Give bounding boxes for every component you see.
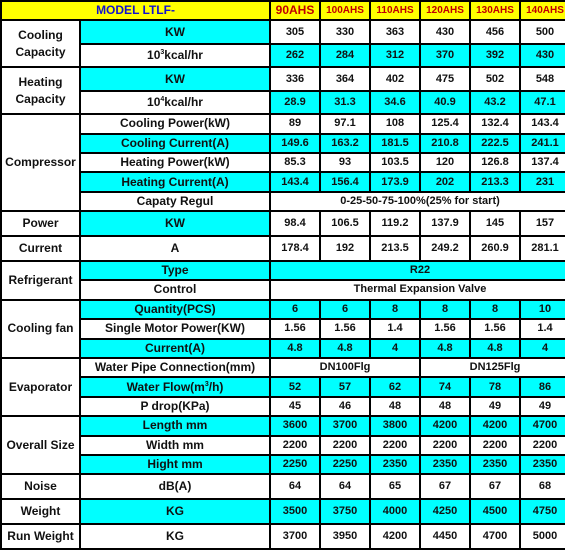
value-cell: 6 bbox=[321, 301, 369, 318]
value-cell: 1.56 bbox=[421, 320, 469, 337]
value-cell: 430 bbox=[521, 45, 565, 66]
value-cell: 502 bbox=[471, 68, 519, 89]
param-label: Hight mm bbox=[81, 456, 269, 473]
value-cell: 260.9 bbox=[471, 237, 519, 260]
value-cell: 392 bbox=[471, 45, 519, 66]
value-cell: 98.4 bbox=[271, 212, 319, 235]
table-row bbox=[2, 340, 565, 357]
value-cell: 46 bbox=[321, 398, 369, 415]
value-cell: 137.4 bbox=[521, 154, 565, 171]
param-label: Single Motor Power(KW) bbox=[81, 320, 269, 337]
table-row bbox=[2, 154, 565, 171]
value-cell: 48 bbox=[371, 398, 419, 415]
value-cell: 2200 bbox=[471, 437, 519, 454]
value-cell: 40.9 bbox=[421, 92, 469, 113]
value-cell: 213.3 bbox=[471, 173, 519, 190]
table-row bbox=[2, 417, 565, 434]
value-cell: 132.4 bbox=[471, 115, 519, 132]
table-row bbox=[2, 320, 565, 337]
value-cell: 3800 bbox=[371, 417, 419, 434]
value-cell: 2200 bbox=[271, 437, 319, 454]
group-label-power: Power bbox=[2, 212, 79, 235]
value-cell: 548 bbox=[521, 68, 565, 89]
value-cell: 4000 bbox=[371, 500, 419, 523]
value-cell: 97.1 bbox=[321, 115, 369, 132]
value-cell: 1.4 bbox=[521, 320, 565, 337]
value-cell: 64 bbox=[271, 475, 319, 498]
value-cell: 143.4 bbox=[521, 115, 565, 132]
param-label bbox=[81, 378, 269, 395]
table-row bbox=[2, 45, 565, 66]
value-cell: 5000 bbox=[521, 525, 565, 548]
value-cell: 64 bbox=[321, 475, 369, 498]
value-cell: 31.3 bbox=[321, 92, 369, 113]
value-cell: 85.3 bbox=[271, 154, 319, 171]
group-label-refrigerant: Refrigerant bbox=[2, 262, 79, 299]
model-column-header: 90AHS bbox=[271, 2, 319, 19]
model-label: MODEL LTLF- bbox=[2, 2, 269, 19]
value-cell: 125.4 bbox=[421, 115, 469, 132]
param-label: P drop(KPa) bbox=[81, 398, 269, 415]
table-row bbox=[2, 281, 565, 298]
value-cell: 456 bbox=[471, 21, 519, 42]
table-row bbox=[2, 21, 565, 42]
value-cell: 402 bbox=[371, 68, 419, 89]
table-row bbox=[2, 378, 565, 395]
value-cell-span: Thermal Expansion Valve bbox=[271, 281, 565, 298]
param-label: Capaty Regul bbox=[81, 193, 269, 210]
param-label: KG bbox=[81, 500, 269, 523]
value-cell: 2200 bbox=[421, 437, 469, 454]
value-cell: 4 bbox=[371, 340, 419, 357]
value-cell: 178.4 bbox=[271, 237, 319, 260]
table-row bbox=[2, 262, 565, 279]
value-cell: 43.2 bbox=[471, 92, 519, 113]
value-cell: 3950 bbox=[321, 525, 369, 548]
value-cell: 163.2 bbox=[321, 135, 369, 152]
value-cell: 363 bbox=[371, 21, 419, 42]
value-cell: 222.5 bbox=[471, 135, 519, 152]
param-label-sup: 4 bbox=[160, 95, 165, 103]
value-cell: 336 bbox=[271, 68, 319, 89]
value-cell: 249.2 bbox=[421, 237, 469, 260]
table-row bbox=[2, 525, 565, 548]
value-cell: 86 bbox=[521, 378, 565, 395]
param-label: Quantity(PCS) bbox=[81, 301, 269, 318]
value-cell: 4 bbox=[521, 340, 565, 357]
value-cell: 2250 bbox=[321, 456, 369, 473]
table-row bbox=[2, 115, 565, 132]
value-cell: 93 bbox=[321, 154, 369, 171]
value-cell: 103.5 bbox=[371, 154, 419, 171]
value-cell: 67 bbox=[471, 475, 519, 498]
group-label-evaporator: Evaporator bbox=[2, 359, 79, 415]
value-cell: 4.8 bbox=[271, 340, 319, 357]
value-cell: 2350 bbox=[421, 456, 469, 473]
group-label-weight: Weight bbox=[2, 500, 79, 523]
group-label-current: Current bbox=[2, 237, 79, 260]
value-cell: 157 bbox=[521, 212, 565, 235]
param-label-pre: Water Flow(m bbox=[126, 379, 205, 394]
param-label: Cooling Current(A) bbox=[81, 135, 269, 152]
value-cell-span: DN125Flg bbox=[421, 359, 565, 376]
model-column-header: 110AHS bbox=[371, 2, 419, 19]
value-cell: 2350 bbox=[371, 456, 419, 473]
value-cell: 49 bbox=[521, 398, 565, 415]
param-label: Cooling Power(kW) bbox=[81, 115, 269, 132]
value-cell: 47.1 bbox=[521, 92, 565, 113]
header-row bbox=[2, 2, 565, 19]
table-row bbox=[2, 398, 565, 415]
value-cell: 106.5 bbox=[321, 212, 369, 235]
value-cell: 57 bbox=[321, 378, 369, 395]
value-cell: 120 bbox=[421, 154, 469, 171]
value-cell: 28.9 bbox=[271, 92, 319, 113]
value-cell: 210.8 bbox=[421, 135, 469, 152]
value-cell: 34.6 bbox=[371, 92, 419, 113]
value-cell: 181.5 bbox=[371, 135, 419, 152]
value-cell: 108 bbox=[371, 115, 419, 132]
value-cell: 89 bbox=[271, 115, 319, 132]
param-label: Control bbox=[81, 281, 269, 298]
param-label: Length mm bbox=[81, 417, 269, 434]
param-label: Width mm bbox=[81, 437, 269, 454]
value-cell-span: 0-25-50-75-100%(25% for start) bbox=[271, 193, 565, 210]
value-cell: 4.8 bbox=[321, 340, 369, 357]
value-cell: 4.8 bbox=[421, 340, 469, 357]
param-label: KG bbox=[81, 525, 269, 548]
value-cell: 10 bbox=[521, 301, 565, 318]
value-cell: 231 bbox=[521, 173, 565, 190]
param-label bbox=[81, 92, 269, 113]
param-label: Heating Current(A) bbox=[81, 173, 269, 190]
param-label-post: kcal/hr bbox=[164, 48, 203, 63]
value-cell: 62 bbox=[371, 378, 419, 395]
value-cell: 330 bbox=[321, 21, 369, 42]
value-cell: 430 bbox=[421, 21, 469, 42]
value-cell: 241.1 bbox=[521, 135, 565, 152]
value-cell: 49 bbox=[471, 398, 519, 415]
value-cell: 213.5 bbox=[371, 237, 419, 260]
table-row bbox=[2, 135, 565, 152]
group-label-compressor: Compressor bbox=[2, 115, 79, 210]
value-cell: 262 bbox=[271, 45, 319, 66]
group-label-noise: Noise bbox=[2, 475, 79, 498]
value-cell: 8 bbox=[371, 301, 419, 318]
value-cell: 312 bbox=[371, 45, 419, 66]
value-cell: 284 bbox=[321, 45, 369, 66]
value-cell: 4.8 bbox=[471, 340, 519, 357]
value-cell: 4250 bbox=[421, 500, 469, 523]
value-cell: 3500 bbox=[271, 500, 319, 523]
param-label-post: kcal/hr bbox=[164, 94, 203, 109]
value-cell: 145 bbox=[471, 212, 519, 235]
group-label-overall-size: Overall Size bbox=[2, 417, 79, 473]
table-row bbox=[2, 437, 565, 454]
value-cell: 3700 bbox=[271, 525, 319, 548]
table-row bbox=[2, 301, 565, 318]
value-cell: 370 bbox=[421, 45, 469, 66]
value-cell: 65 bbox=[371, 475, 419, 498]
table-row bbox=[2, 193, 565, 210]
model-column-header: 140AHS bbox=[521, 2, 565, 19]
value-cell: 74 bbox=[421, 378, 469, 395]
model-column-header: 120AHS bbox=[421, 2, 469, 19]
table-row bbox=[2, 68, 565, 89]
value-cell: 4750 bbox=[521, 500, 565, 523]
param-label: dB(A) bbox=[81, 475, 269, 498]
param-label: A bbox=[81, 237, 269, 260]
value-cell: 192 bbox=[321, 237, 369, 260]
value-cell: 4700 bbox=[521, 417, 565, 434]
param-label: Type bbox=[81, 262, 269, 279]
table-row bbox=[2, 92, 565, 113]
value-cell: 3700 bbox=[321, 417, 369, 434]
table-row bbox=[2, 500, 565, 523]
value-cell: 149.6 bbox=[271, 135, 319, 152]
param-label: Current(A) bbox=[81, 340, 269, 357]
table-row bbox=[2, 237, 565, 260]
value-cell: 500 bbox=[521, 21, 565, 42]
group-label-cooling-fan: Cooling fan bbox=[2, 301, 79, 357]
value-cell-span: R22 bbox=[271, 262, 565, 279]
param-label-sup: 3 bbox=[204, 380, 209, 388]
group-label-heating-capacity: Heating Capacity bbox=[2, 68, 79, 113]
value-cell: 202 bbox=[421, 173, 469, 190]
value-cell: 1.56 bbox=[471, 320, 519, 337]
table-row bbox=[2, 475, 565, 498]
param-label: Water Pipe Connection(mm) bbox=[81, 359, 269, 376]
value-cell: 173.9 bbox=[371, 173, 419, 190]
param-label-sup: 3 bbox=[160, 49, 165, 57]
model-column-header: 130AHS bbox=[471, 2, 519, 19]
group-label-cooling-capacity: Cooling Capacity bbox=[2, 21, 79, 66]
value-cell: 3600 bbox=[271, 417, 319, 434]
param-label: Heating Power(kW) bbox=[81, 154, 269, 171]
model-column-header: 100AHS bbox=[321, 2, 369, 19]
value-cell: 156.4 bbox=[321, 173, 369, 190]
param-label: KW bbox=[81, 21, 269, 42]
value-cell: 143.4 bbox=[271, 173, 319, 190]
value-cell: 48 bbox=[421, 398, 469, 415]
value-cell: 281.1 bbox=[521, 237, 565, 260]
value-cell: 3750 bbox=[321, 500, 369, 523]
param-label-pre: 10 bbox=[147, 48, 161, 63]
value-cell: 45 bbox=[271, 398, 319, 415]
value-cell: 4700 bbox=[471, 525, 519, 548]
value-cell: 1.56 bbox=[321, 320, 369, 337]
value-cell: 2350 bbox=[471, 456, 519, 473]
value-cell: 4200 bbox=[471, 417, 519, 434]
value-cell: 8 bbox=[421, 301, 469, 318]
value-cell: 2200 bbox=[521, 437, 565, 454]
value-cell: 78 bbox=[471, 378, 519, 395]
value-cell-span: DN100Flg bbox=[271, 359, 419, 376]
param-label-pre: 10 bbox=[147, 94, 161, 109]
group-label-run-weight: Run Weight bbox=[2, 525, 79, 548]
value-cell: 8 bbox=[471, 301, 519, 318]
value-cell: 4200 bbox=[421, 417, 469, 434]
value-cell: 475 bbox=[421, 68, 469, 89]
value-cell: 2200 bbox=[371, 437, 419, 454]
table-row bbox=[2, 359, 565, 376]
value-cell: 1.56 bbox=[271, 320, 319, 337]
value-cell: 2350 bbox=[521, 456, 565, 473]
value-cell: 305 bbox=[271, 21, 319, 42]
value-cell: 4500 bbox=[471, 500, 519, 523]
value-cell: 2200 bbox=[321, 437, 369, 454]
table-row bbox=[2, 212, 565, 235]
value-cell: 4200 bbox=[371, 525, 419, 548]
param-label-post: /h) bbox=[208, 379, 224, 394]
value-cell: 126.8 bbox=[471, 154, 519, 171]
param-label bbox=[81, 45, 269, 66]
value-cell: 4450 bbox=[421, 525, 469, 548]
value-cell: 6 bbox=[271, 301, 319, 318]
value-cell: 68 bbox=[521, 475, 565, 498]
value-cell: 52 bbox=[271, 378, 319, 395]
param-label: KW bbox=[81, 212, 269, 235]
param-label: KW bbox=[81, 68, 269, 89]
value-cell: 137.9 bbox=[421, 212, 469, 235]
table-row bbox=[2, 173, 565, 190]
table-row bbox=[2, 456, 565, 473]
spec-table-body bbox=[2, 2, 565, 548]
value-cell: 67 bbox=[421, 475, 469, 498]
value-cell: 119.2 bbox=[371, 212, 419, 235]
value-cell: 2250 bbox=[271, 456, 319, 473]
value-cell: 364 bbox=[321, 68, 369, 89]
value-cell: 1.4 bbox=[371, 320, 419, 337]
